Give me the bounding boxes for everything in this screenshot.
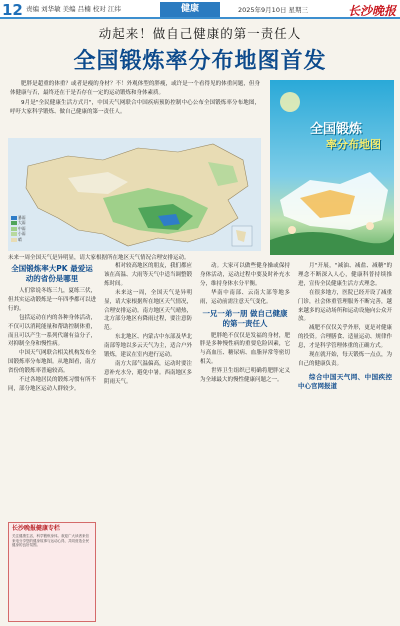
body-paragraph: 未来这一周，全国天气是异明显，请大家根据所在地区天气情况，合理安排运动。南方地区天气晴热，北方部分地区有降雨过程，要注意防范。: [104, 289, 193, 332]
body-paragraph: 不过各地居民的锻炼习惯有所不同，部分地区运动人群较少。: [8, 377, 97, 392]
article-kicker: 动起来！做自己健康的第一责任人: [98, 26, 302, 41]
body-paragraph: 肥胖绝不仅仅是发福的身材，肥胖是多种慢性病的重要危险因素，它与高血压、糖尿病、血脂异常等密切相关。: [200, 332, 290, 366]
body-paragraph: 华南中南部、云南大部等地多雨，运动前需注意天气变化。: [200, 289, 290, 305]
article-column-3: [200, 262, 290, 385]
legend-label: 小雨: [18, 231, 26, 237]
article-byline: 综合中国天气网、中国疾控中心官网报道: [298, 372, 392, 390]
body-paragraph: 世界卫生组织已明确将肥胖定义为全球最大的慢性健康问题之一。: [200, 368, 290, 384]
poster-subtitle: 率分布地图: [326, 138, 381, 151]
body-paragraph: 包括运动在内的各种身体活动，不仅可以消耗能量和帮助控制体重，而且可以产生一系列代谢有益分子，对抑制全身和慢性病。: [8, 314, 97, 348]
advert-box: [8, 522, 96, 622]
map-caption: 未来一周全国天气是异明显，请大家根据所在地区天气情况合理安排运动。: [8, 255, 190, 261]
poster-title: 全国锻炼: [310, 122, 363, 137]
body-paragraph: 动。大家可以做些健身操或保持身体活动，运动过程中要及时补充水分，维持身体水分平衡。: [200, 263, 290, 287]
exercise-map-poster: [270, 80, 394, 255]
article-headline: 全国锻炼率分布地图首发: [73, 49, 327, 74]
legend-label: 晴: [18, 236, 22, 242]
body-paragraph: 中国天气网联合相关机构发布全国锻炼率分布地图。从地图看，南方省份的锻炼率普遍较高。: [8, 350, 97, 375]
legend-label: 大雨: [18, 220, 26, 226]
article-column-4: [298, 262, 392, 390]
weather-map: [8, 138, 261, 251]
map-legend: [11, 215, 43, 243]
edition-credits: 责编 刘华敏 美编 吕楠 校对 江纬: [26, 5, 121, 13]
legend-label: 暴雨: [18, 214, 26, 220]
page-number: 12: [2, 1, 23, 19]
legend-label: 中雨: [18, 225, 26, 231]
lead-paragraph: 肥胖是超重的体重？或者是瘦的身材？不！外观体型的胖瘦，或许是一个看得见的体重问题，但身体健康与否，最终还在于是否存在一定的运动锻炼和身体素质。: [10, 81, 260, 97]
body-paragraph: 相对较高地区的朋友，我们都应该在高温、大雨等天气中适当调整锻炼时间。: [104, 263, 193, 287]
poster-artwork: [270, 80, 394, 255]
page-header: [0, 0, 400, 19]
advert-text: 关注健康生活，科学锻炼身体。欢迎广大读者来信来电分享您的健身故事与运动心得，共同营造全民健身的良好氛围。: [12, 534, 89, 548]
body-paragraph: 人们常说冬练三九，夏练三伏，但其实运动锻炼是一年四季都可以进行的。: [8, 288, 97, 312]
article-column-2: [104, 262, 192, 387]
section-subhead: 一兄一弟一朋 做自己健康的第一责任人: [202, 308, 288, 328]
advert-title: 长沙晚报健康专栏: [12, 525, 61, 532]
body-paragraph: 减肥不仅仅关乎外形，更是对健康的投资。合理膳食、适量运动、规律作息，才是科学管理体重的正确方式。: [298, 325, 392, 350]
masthead-logo: 长沙晚报: [347, 4, 396, 18]
body-paragraph: 月"开展，"减油、减盐、减糖"的理念不断深入人心，健康科普持续推进，宣传全民健康生活方式理念。: [298, 263, 392, 287]
article-lead: [10, 80, 260, 117]
body-paragraph: 在很多地方，医院已经开设了减重门诊，社会体重管理服务不断完善，越来越多的运动场所和运动设施向公众开放。: [298, 289, 392, 323]
body-paragraph: 现在就开始，每天锻炼一点点，为自己的健康负责。: [298, 352, 392, 367]
issue-date: 2025年9月10日 星期三: [238, 6, 309, 14]
lead-paragraph: 9月是"全民健康生活方式月"，中国天气网联合中国疾病预防控制中心公布全国锻炼率分布地图，呼吁大家科学锻炼、做自己健康的第一责任人。: [10, 99, 260, 115]
article-column-1: [8, 262, 96, 394]
section-subhead: 全国锻炼率大PK 最爱运动的省份是哪里: [11, 264, 93, 283]
body-paragraph: 东北地区、内蒙古中东部及华北南部等地以多云天气为主，适合户外锻炼，建议在室内进行运动。: [104, 334, 193, 359]
section-label: 健康: [160, 2, 220, 17]
body-paragraph: 南方大部气温偏高，运动时要注意补充水分，避免中暑。西南地区多阴雨天气。: [104, 360, 193, 385]
